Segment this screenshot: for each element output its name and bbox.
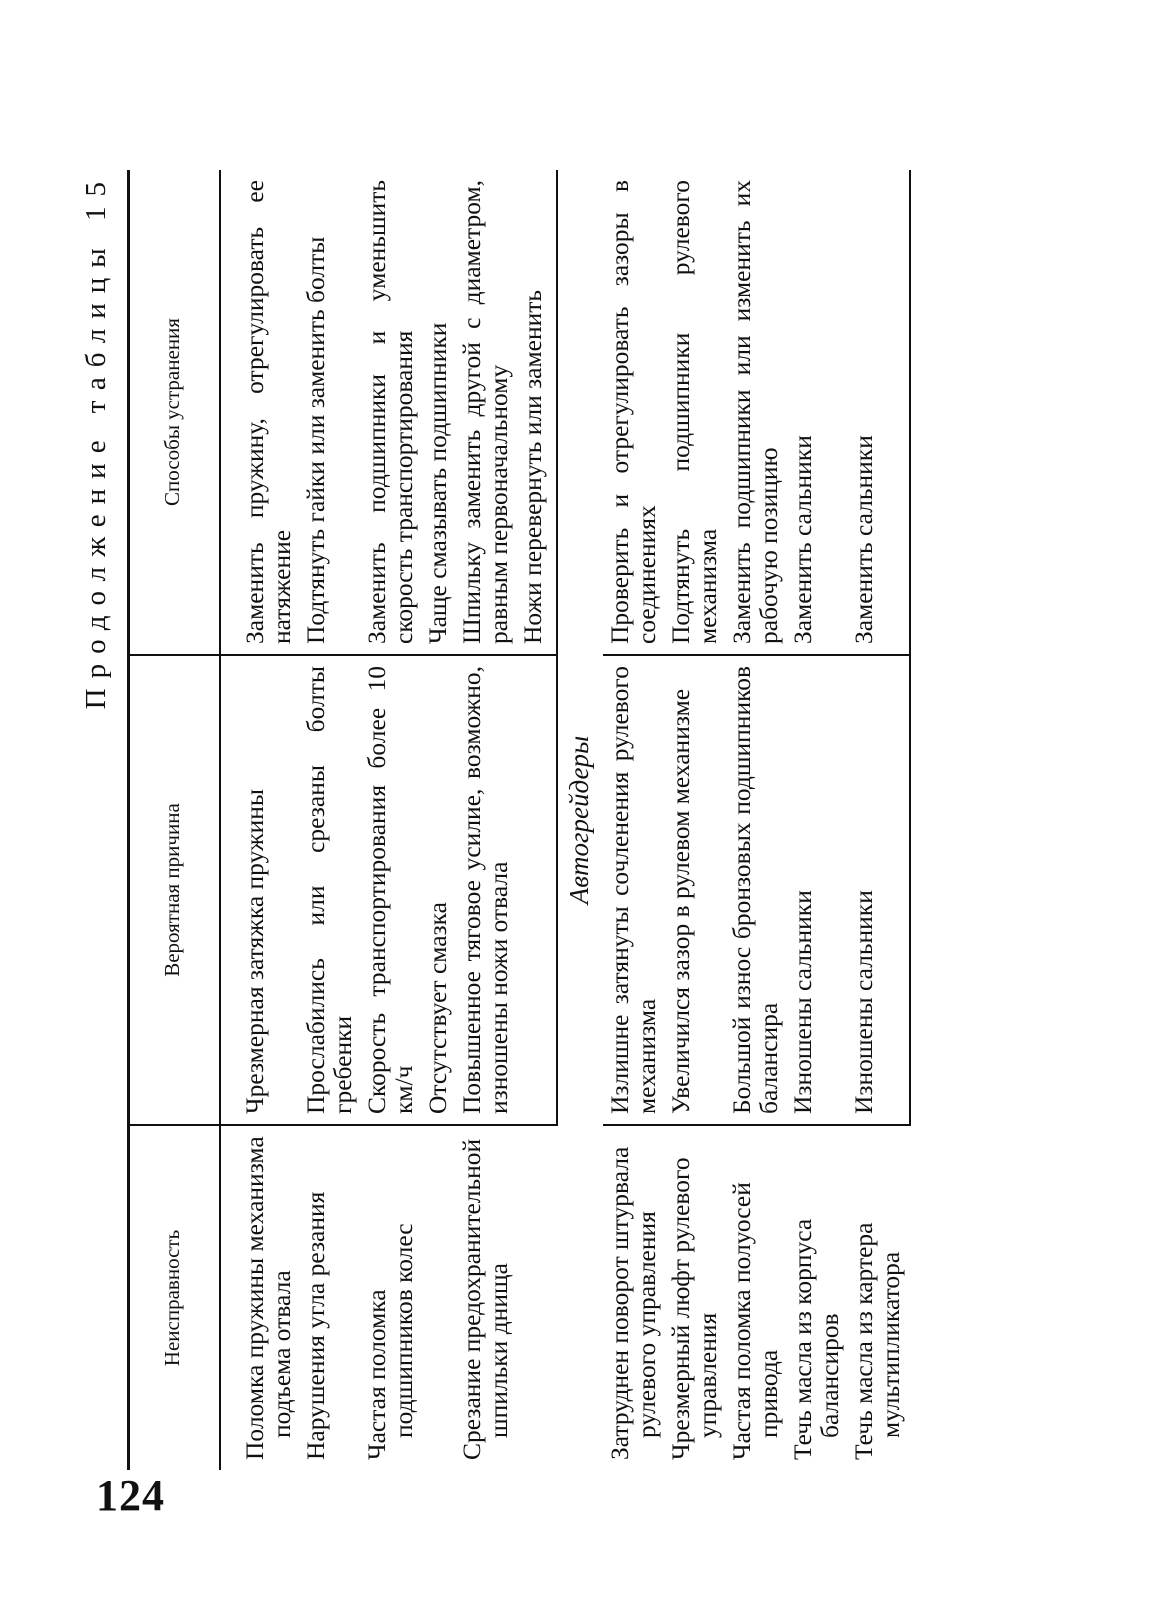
fault-cell <box>516 1125 557 1470</box>
fault-cell: Течь масла из картера мультипликатора <box>849 1222 905 1460</box>
cause-cell: Изношены сальники <box>847 655 910 1125</box>
fix-cell: Заменить сальники <box>786 170 847 655</box>
table-row <box>786 170 847 1470</box>
header-fault: Неисправность <box>129 1125 221 1470</box>
fault-cell: Поломка пружины механизма подъема отвала <box>240 1136 296 1460</box>
header-fix: Способы устранения <box>129 170 221 655</box>
fix-cell: Подтянуть гайки или заменить болты <box>299 170 360 655</box>
cause-cell: Повышенное тяговое усилие, возможно, изношены ножи отвала <box>455 655 516 1125</box>
section-title: Автогрейдеры <box>564 735 594 905</box>
cause-cell: Чрезмерная затяжка пружины <box>220 655 299 1125</box>
section-row <box>557 170 603 1470</box>
page-number: 124 <box>96 1471 165 1520</box>
fix-cell: Заменить подшипники или изменить их рабочую позицию <box>725 170 786 655</box>
header-row <box>129 170 221 1470</box>
table-row <box>299 170 360 1470</box>
table-row <box>220 170 299 1470</box>
header-cause: Вероятная причина <box>129 655 221 1125</box>
fault-cell: Чрезмерный люфт рулевого управления <box>666 1157 722 1460</box>
fault-cell: Нарушения угла резания <box>301 1191 330 1460</box>
cause-cell: Скорость транспортирования более 10 км/ч <box>360 655 421 1125</box>
fix-cell: Заменить пружину, отрегулировать ее натяжение <box>220 170 299 655</box>
table-row <box>847 170 910 1470</box>
fix-cell: Чаще смазывать подшипники <box>421 170 455 655</box>
fault-cell: Частая поломка подшипников колес <box>362 1223 418 1460</box>
fix-cell: Подтянуть подшипники рулевого механизма <box>664 170 725 655</box>
table-row <box>516 170 557 1470</box>
table-row <box>603 170 664 1470</box>
cause-cell: Изношены сальники <box>786 655 847 1125</box>
table-row <box>725 170 786 1470</box>
table-block <box>80 170 911 1470</box>
table-row <box>455 170 516 1470</box>
cause-cell: Излишне затянуты сочленения рулевого механизма <box>603 655 664 1125</box>
table-row <box>664 170 725 1470</box>
fix-cell: Шпильку заменить другой с диаметром, равным первоначальному <box>455 170 516 655</box>
fault-cell: Затруднен поворот штурвала рулевого управления <box>605 1146 661 1460</box>
fix-cell: Проверить и отрегулировать зазоры в соединениях <box>603 170 664 655</box>
table-row <box>421 170 455 1470</box>
table-caption: Продолжение таблицы 15 <box>80 172 112 710</box>
cause-cell <box>516 655 557 1125</box>
cause-cell: Увеличился зазор в рулевом механизме <box>664 655 725 1125</box>
cause-cell: Прослабились или срезаны болты гребенки <box>299 655 360 1125</box>
table-row <box>360 170 421 1470</box>
cause-cell: Отсутствует смазка <box>421 655 455 1125</box>
fault-cell <box>421 1125 455 1470</box>
cause-cell: Большой износ бронзовых подшипников балансира <box>725 655 786 1125</box>
faults-table <box>127 170 911 1470</box>
fix-cell: Ножи перевернуть или заменить <box>516 170 557 655</box>
fix-cell: Заменить подшипники и уменьшить скорость транспортирования <box>360 170 421 655</box>
fault-cell: Течь масла из корпуса балансиров <box>788 1218 844 1460</box>
fix-cell: Заменить сальники <box>847 170 910 655</box>
fault-cell: Частая поломка полуосей привода <box>727 1182 783 1460</box>
fault-cell: Срезание предохранительной шпильки днища <box>457 1138 513 1460</box>
